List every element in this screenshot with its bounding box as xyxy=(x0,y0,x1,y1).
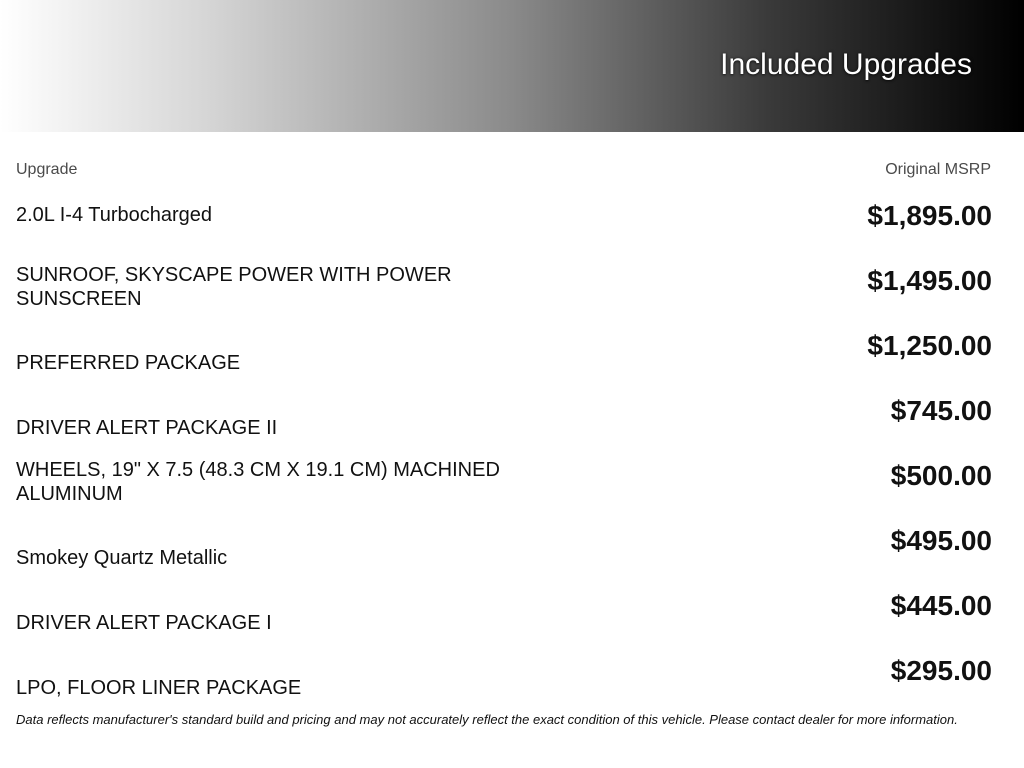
upgrade-price: $1,895.00 xyxy=(867,200,992,231)
upgrade-price: $500.00 xyxy=(890,460,992,491)
upgrade-name: WHEELS, 19" X 7.5 (48.3 CM X 19.1 CM) MACHINED ALUMINUM xyxy=(16,459,500,505)
list-item xyxy=(16,389,992,454)
banner-title: Included Upgrades xyxy=(720,48,972,81)
upgrade-name: PREFERRED PACKAGE xyxy=(16,352,241,374)
upgrade-name: DRIVER ALERT PACKAGE II xyxy=(16,417,278,439)
upgrade-name: Smokey Quartz Metallic xyxy=(16,547,228,569)
msrp-column-header: Original MSRP xyxy=(885,161,991,178)
upgrades-list xyxy=(16,194,992,714)
list-item xyxy=(16,584,992,649)
list-item xyxy=(16,194,992,259)
upgrade-price: $295.00 xyxy=(890,655,992,686)
upgrade-price: $745.00 xyxy=(890,395,992,426)
upgrade-name: DRIVER ALERT PACKAGE I xyxy=(16,612,272,634)
upgrade-name: LPO, FLOOR LINER PACKAGE xyxy=(16,677,302,699)
list-item xyxy=(16,454,992,519)
upgrade-price: $445.00 xyxy=(890,590,992,621)
upgrade-name: 2.0L I-4 Turbocharged xyxy=(16,204,213,226)
list-item xyxy=(16,324,992,389)
header-banner xyxy=(0,0,1024,132)
list-item xyxy=(16,519,992,584)
upgrade-price: $1,250.00 xyxy=(867,330,992,361)
disclaimer-text: Data reflects manufacturer's standard build and pricing and may not accurately reflect the exact condition of this vehicle. Please contact dealer for more information. xyxy=(16,712,958,727)
upgrade-column-header: Upgrade xyxy=(16,161,78,178)
upgrade-price: $495.00 xyxy=(890,525,992,556)
upgrade-name: SUNROOF, SKYSCAPE POWER WITH POWER SUNSCREEN xyxy=(16,264,452,310)
list-item xyxy=(16,259,992,324)
list-item xyxy=(16,649,992,714)
upgrade-price: $1,495.00 xyxy=(867,265,992,296)
